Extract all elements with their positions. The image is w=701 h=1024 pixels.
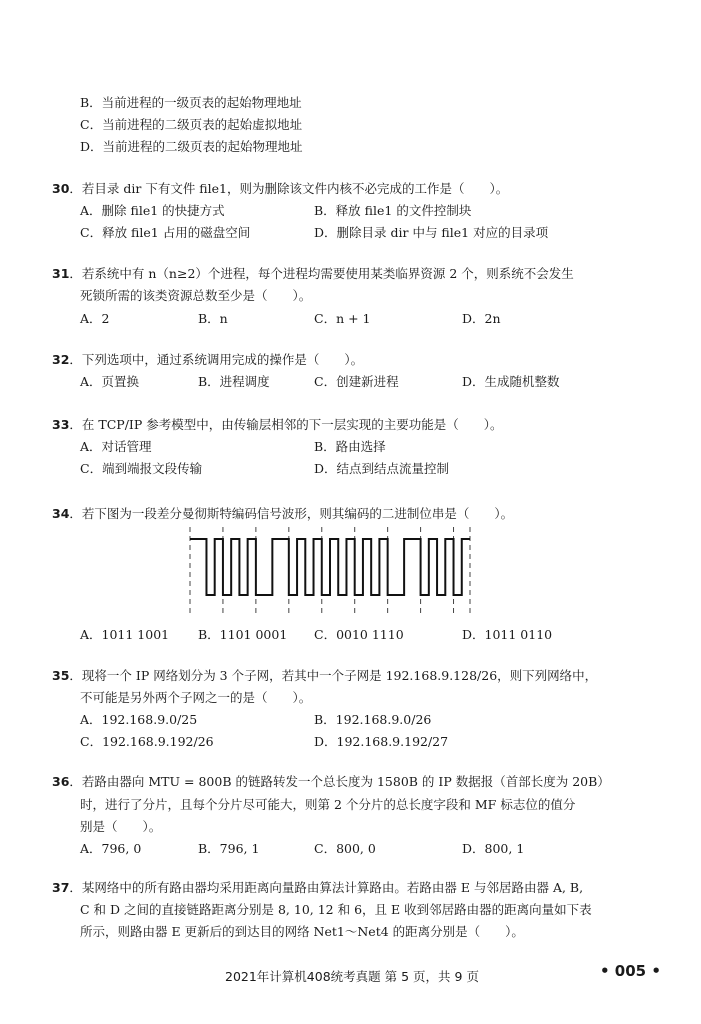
q30-option-d: D．删除目录 dir 中与 file1 对应的目录项	[314, 225, 549, 240]
q33-option-c: C．端到端报文段传输	[80, 461, 203, 476]
q33-stem	[52, 417, 502, 433]
q29-option-c: C．当前进程的二级页表的起始虚拟地址	[80, 117, 303, 132]
q32-stem-text: ．下列选项中，通过系统调用完成的操作是（ ）。	[69, 352, 364, 367]
q33-number: 33	[52, 417, 70, 432]
q35-option-b: B．192.168.9.0/26	[314, 712, 432, 727]
q32-option-c: C．创建新进程	[314, 374, 399, 389]
q37-stem-text-3: 所示，则路由器 E 更新后的到达目的网络 Net1～Net4 的距离分别是（ ）。	[80, 924, 524, 939]
q37-stem-text-2: C 和 D 之间的直接链路距离分别是 8, 10, 12 和 6，且 E 收到邻居路由器的距离向量如下表	[80, 902, 592, 917]
q31-option-b: B．n	[198, 311, 228, 326]
q32-stem	[52, 352, 363, 368]
q32-option-b: B．进程调度	[198, 374, 270, 389]
q34-number: 34	[52, 506, 70, 521]
q35-option-d: D．192.168.9.192/27	[314, 734, 449, 749]
q34-option-a: A．1011 1001	[80, 627, 170, 642]
q32-option-d: D．生成随机整数	[462, 374, 560, 389]
q31-number: 31	[52, 266, 70, 281]
page-number: • 005 •	[600, 962, 661, 980]
q35-option-c: C．192.168.9.192/26	[80, 734, 214, 749]
q31-option-d: D．2n	[462, 311, 501, 326]
q36-option-a: A．796, 0	[80, 841, 142, 856]
q36-option-b: B．796, 1	[198, 841, 260, 856]
q35-stem	[52, 668, 597, 684]
q29-option-b: B．当前进程的一级页表的起始物理地址	[80, 95, 302, 110]
q33-stem-text: ．在 TCP/IP 参考模型中，由传输层相邻的下一层实现的主要功能是（ ）。	[69, 417, 503, 432]
q36-number: 36	[52, 774, 70, 789]
q37-stem-text-1: ．某网络中的所有路由器均采用距离向量路由算法计算路由。若路由器 E 与邻居路由器 A, B,	[69, 880, 584, 895]
q36-stem-text-3: 别是（ ）。	[80, 819, 162, 834]
q31-stem	[52, 266, 574, 282]
q36-stem-text-1: ．若路由器向 MTU = 800B 的链路转发一个总长度为 1580B 的 IP 数据报（首部长度为 20B）	[69, 774, 610, 789]
q30-option-b: B．释放 file1 的文件控制块	[314, 203, 472, 218]
q34-option-b: B．1101 0001	[198, 627, 288, 642]
q32-option-a: A．页置换	[80, 374, 140, 389]
q30-stem-text: ．若目录 dir 下有文件 file1，则为删除该文件内核不必完成的工作是（ ）。	[69, 181, 509, 196]
q33-option-d: D．结点到结点流量控制	[314, 461, 450, 476]
page-footer: 2021年计算机408统考真题 第 5 页，共 9 页	[225, 969, 479, 984]
q32-number: 32	[52, 352, 70, 367]
q37-stem	[52, 880, 583, 896]
q31-option-c: C．n + 1	[314, 311, 371, 326]
waveform-signal	[190, 539, 470, 595]
q31-stem-text-1: ．若系统中有 n（n≥2）个进程，每个进程均需要使用某类临界资源 2 个，则系统不会发生	[69, 266, 574, 281]
q34-stem-text: ．若下图为一段差分曼彻斯特编码信号波形，则其编码的二进制位串是（ ）。	[69, 506, 514, 521]
q34-stem	[52, 506, 513, 522]
q37-number: 37	[52, 880, 70, 895]
q34-option-c: C．0010 1110	[314, 627, 404, 642]
q31-stem-text-2: 死锁所需的该类资源总数至少是（ ）。	[80, 288, 312, 303]
q36-stem	[52, 774, 610, 790]
q36-stem-text-2: 时，进行了分片，且每个分片尽可能大，则第 2 个分片的总长度字段和 MF 标志位的值分	[80, 797, 576, 812]
q33-option-a: A．对话管理	[80, 439, 152, 454]
q30-option-c: C．释放 file1 占用的磁盘空间	[80, 225, 251, 240]
q35-stem-text-1: ．现将一个 IP 网络划分为 3 个子网，若其中一个子网是 192.168.9.128/26，则下列网络中，	[69, 668, 598, 683]
differential-manchester-waveform	[180, 525, 480, 615]
q30-option-a: A．删除 file1 的快捷方式	[80, 203, 225, 218]
q33-option-b: B．路由选择	[314, 439, 386, 454]
q35-stem-text-2: 不可能是另外两个子网之一的是（ ）。	[80, 690, 312, 705]
q30-stem	[52, 181, 508, 197]
q36-option-c: C．800, 0	[314, 841, 376, 856]
q35-number: 35	[52, 668, 70, 683]
q36-option-d: D．800, 1	[462, 841, 525, 856]
q31-option-a: A．2	[80, 311, 110, 326]
q35-option-a: A．192.168.9.0/25	[80, 712, 198, 727]
q30-number: 30	[52, 181, 70, 196]
q34-option-d: D．1011 0110	[462, 627, 553, 642]
q29-option-d: D．当前进程的二级页表的起始物理地址	[80, 139, 303, 154]
